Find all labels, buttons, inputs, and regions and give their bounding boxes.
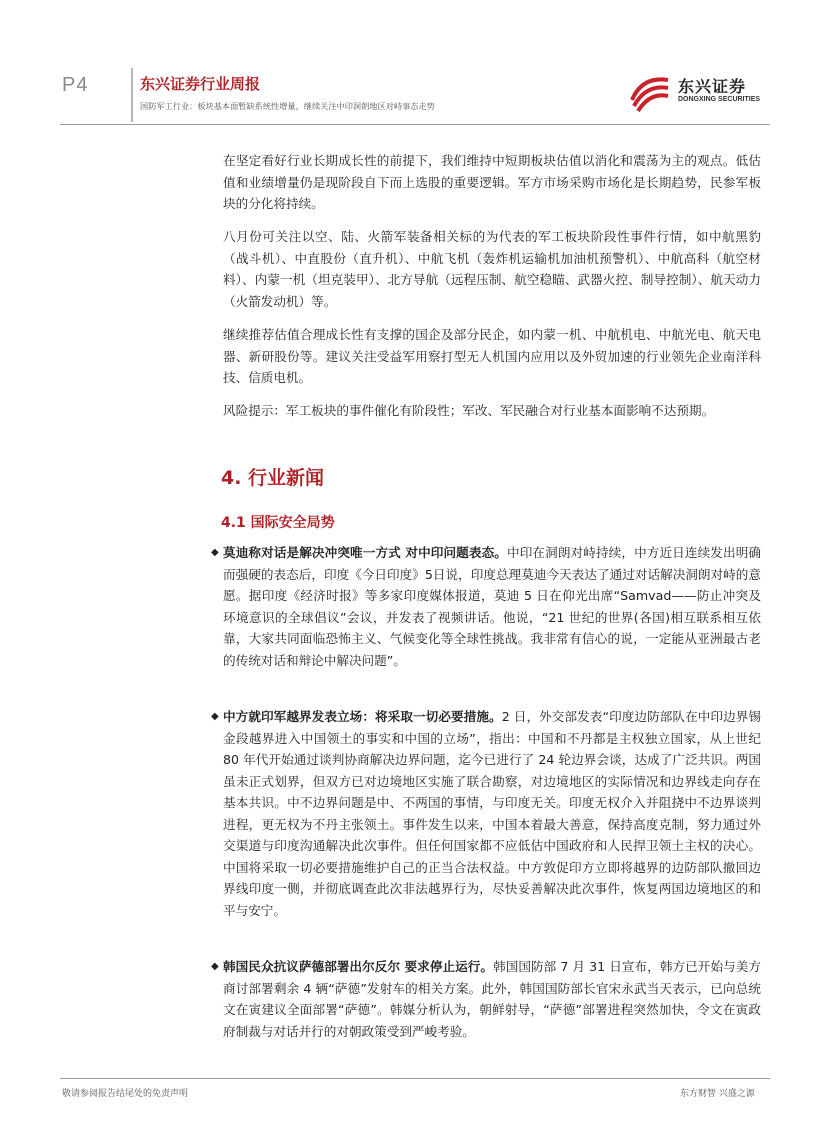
header-rule — [60, 124, 770, 125]
news-title: 中方就印军越界发表立场：将采取一切必要措施。 — [223, 709, 502, 724]
news-body: 韩国国防部 7 月 31 日宣布，韩方已开始与美方商讨部署剩余 4 辆“萨德”发射车的相关方案。此外，韩国国防部长官宋永武当天表示，已向总统文在寅建议全面部署“萨德”。韩媒分析认为，朝鲜射导，“萨德”部署进程突然加快，令文在寅政府制裁与对话并行的对朝政策受到严峻考验。 — [223, 959, 761, 1039]
news-item — [211, 542, 762, 671]
header-divider — [131, 68, 133, 122]
footer-disclaimer: 敬请参阅报告结尾处的免责声明 — [62, 1089, 189, 1099]
page-number: P4 — [62, 74, 89, 96]
bullet-diamond-icon: ◆ — [211, 547, 219, 558]
news-item — [211, 956, 761, 1042]
subsection-heading: 4.1 国际安全局势 — [221, 515, 335, 531]
paragraph-text: 风险提示：军工板块的事件催化有阶段性；军改、军民融合对行业基本面影响不达预期。 — [223, 403, 715, 418]
news-title: 韩国民众抗议萨德部署出尔反尔 要求停止运行。 — [223, 959, 494, 974]
report-subtitle: 国防军工行业：板块基本面暂缺系统性增量，继续关注中印洞朗地区对峙事态走势 — [140, 101, 435, 111]
footer-slogan: 东方财智 兴盛之源 — [680, 1089, 755, 1099]
news-item — [211, 706, 762, 921]
news-body: 2 日，外交部发表“印度边防部队在中印边界锡金段越界进入中国领土的事实和中国的立场”，指出：中国和不丹都是主权独立国家，从上世纪 80 年代开始通过谈判协商解决边界问题，迄今已进行了 24 轮边界会谈，达成了广泛共识。两国虽未正式划界，但双方已对边境地区实施了联合勘察，对边境地区的实际情况和边界线走向存在基本共识。中不边界问题是中、不两国的事情，与印度无关。印度无权介入并阻挠中不边界谈判进程，更无权为不丹主张领土。事件发生以来，中国本着最大善意，保持高度克制，努力通过外交渠道与印度沟通解决此次事件。但任何国家都不应低估中国政府和人民捍卫领土主权的决心。中国将采取一切必要措施维护自己的正当合法权益。中方敦促印方立即将越界的边防部队撤回边界线印度一侧，并彻底调查此次非法越界行为，尽快妥善解决此次事件，恢复两国边境地区的和平与安宁。 — [223, 709, 762, 918]
paragraph-text: 在坚定看好行业长期成长性的前提下，我们维持中短期板块估值以消化和震荡为主的观点。低估值和业绩增量仍是现阶段自下而上选股的重要逻辑。军方市场采购市场化是长期趋势，民参军板块的分化将持续。 — [223, 153, 761, 211]
news-paragraph — [223, 956, 761, 1042]
company-logo — [628, 70, 768, 114]
intro-paragraph-3 — [223, 324, 761, 389]
news-title: 莫迪称对话是解决冲突唯一方式 对中印问题表态。 — [223, 545, 508, 560]
risk-warning — [223, 400, 761, 422]
paragraph-text: 八月份可关注以空、陆、火箭军装备相关标的为代表的军工板块阶段性事件行情，如中航黑豹（战斗机）、中直股份（直升机）、中航飞机（轰炸机运输机加油机预警机）、中航高科（航空材料）、内蒙一机（坦克装甲）、北方导航（远程压制、航空稳瞄、武器火控、制导控制）、航天动力（火箭发动机）等。 — [223, 229, 761, 309]
section-heading: 4. 行业新闻 — [221, 467, 325, 489]
bullet-diamond-icon: ◆ — [211, 961, 219, 972]
logo-text-en: DONGXING SECURITIES — [678, 96, 761, 103]
intro-paragraph-2 — [223, 226, 761, 312]
intro-paragraph-1 — [223, 150, 761, 215]
news-body: 中印在洞朗对峙持续，中方近日连续发出明确而强硬的表态后，印度《今日印度》5日说，印度总理莫迪今天表达了通过对话解决洞朗对峙的意愿。据印度《经济时报》等多家印度媒体报道，莫迪 5 日在仰光出席“Samvad——防止冲突及环境意识的全球倡议”会议，并发表了视频讲话。他说，“21 世纪的世界(各国)相互联系相互依靠，大家共同面临恐怖主义、气候变化等全球性挑战。我非常有信心的说，一定能从亚洲最古老的传统对话和辩论中解决问题”。 — [223, 545, 762, 668]
news-paragraph — [223, 542, 761, 671]
logo-mark-icon — [628, 70, 672, 114]
paragraph-text: 继续推荐估值合理成长性有支撑的国企及部分民企，如内蒙一机、中航机电、中航光电、航天电器、新研股份等。建议关注受益军用察打型无人机国内应用以及外贸加速的行业领先企业南洋科技、信质电机。 — [223, 327, 761, 385]
logo-text-cn: 东兴证券 — [678, 77, 747, 96]
footer-rule — [60, 1078, 770, 1079]
report-title: 东兴证券行业周报 — [140, 75, 261, 93]
bullet-diamond-icon: ◆ — [211, 711, 219, 722]
news-paragraph — [223, 706, 761, 921]
